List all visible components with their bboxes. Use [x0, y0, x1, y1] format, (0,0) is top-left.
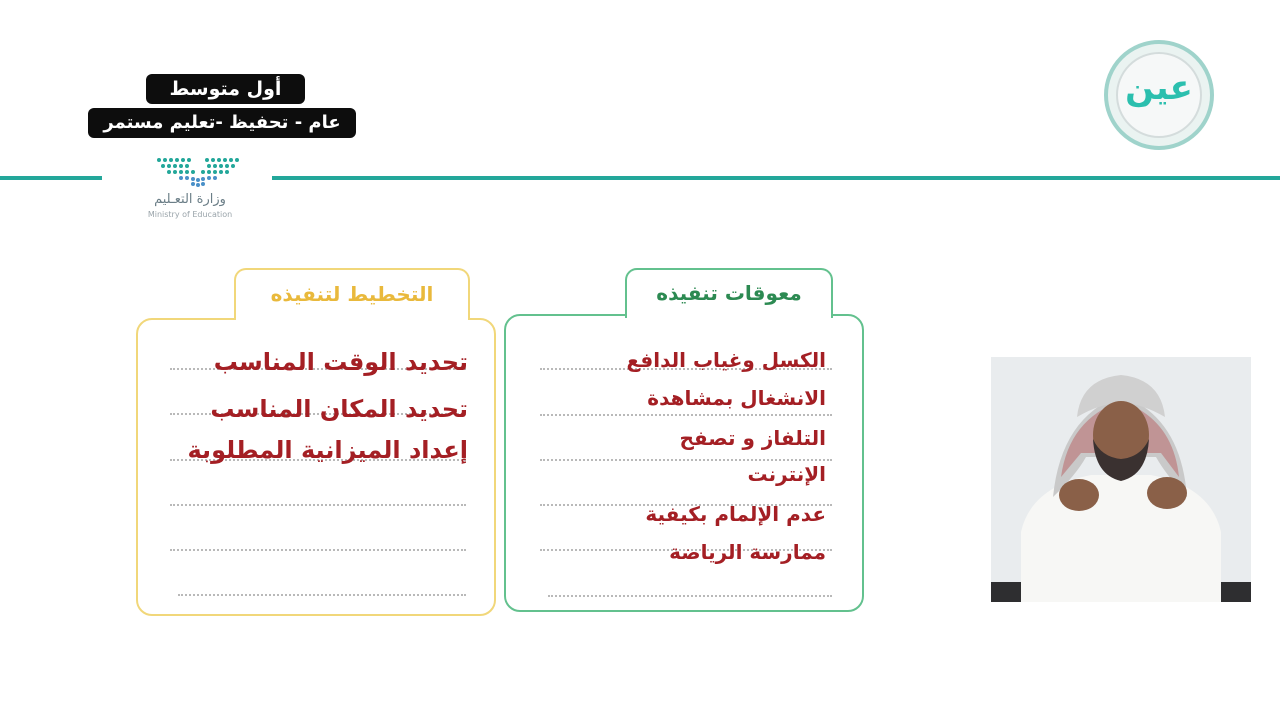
- channel-logo: [1104, 40, 1214, 150]
- obstacles-title: معوقات تنفيذه: [625, 268, 833, 318]
- obstacle-item: ممارسة الرياضة: [669, 540, 826, 564]
- dotted-line: [178, 594, 466, 596]
- obstacle-item: عدم الإلمام بكيفية: [645, 502, 826, 526]
- header-divider-right: [272, 176, 1280, 180]
- obstacle-item: الإنترنت: [747, 462, 826, 486]
- presenter-figure-icon: [991, 357, 1251, 602]
- planning-item: تحديد المكان المناسب: [210, 395, 468, 423]
- obstacles-box: [504, 314, 864, 612]
- dotted-line: [540, 414, 832, 416]
- header-divider-left: [0, 176, 102, 180]
- dotted-line: [170, 504, 466, 506]
- ministry-name-arabic: وزارة التعـليم: [154, 192, 226, 207]
- channel-logo-text: عين: [1125, 68, 1193, 108]
- obstacle-item: التلفاز و تصفح: [679, 426, 826, 450]
- obstacle-item: الكسل وغياب الدافع: [626, 348, 826, 372]
- planning-item: تحديد الوقت المناسب: [213, 348, 468, 376]
- ministry-logo: [108, 152, 272, 224]
- grade-tracks-label: عام - تحفيظ -تعليم مستمر: [88, 108, 356, 138]
- ministry-emblem-icon: [153, 154, 243, 190]
- presenter-video: [991, 357, 1251, 602]
- channel-logo-inner: [1116, 52, 1202, 138]
- planning-title: التخطيط لتنفيذه: [234, 268, 470, 320]
- dotted-line: [170, 549, 466, 551]
- planning-item: إعداد الميزانية المطلوبة: [187, 436, 468, 464]
- dotted-line: [548, 595, 832, 597]
- grade-level-label: أول متوسط: [146, 74, 305, 104]
- dotted-line: [540, 459, 832, 461]
- ministry-name-english: Ministry of Education: [147, 210, 233, 219]
- planning-box: [136, 318, 496, 616]
- obstacle-item: الانشغال بمشاهدة: [647, 386, 826, 410]
